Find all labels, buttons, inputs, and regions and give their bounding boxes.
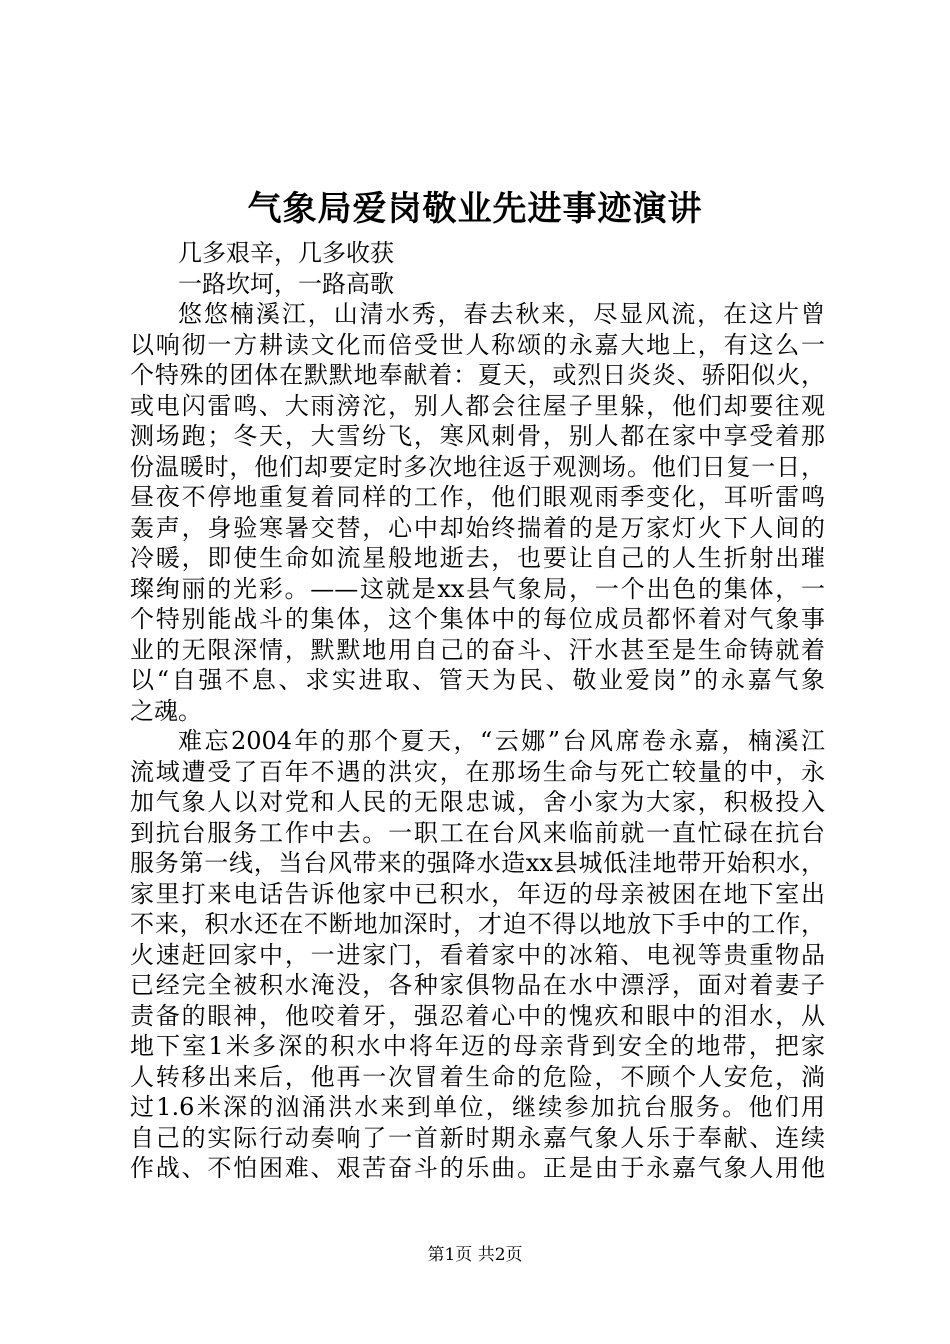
text-line: 份温暖时，他们却要定时多次地往返于观测场。他们日复一日， <box>130 452 825 481</box>
text-line: 璨绚丽的光彩。——这就是xx县气象局，一个出色的集体，一 <box>130 574 825 603</box>
text-line: 自己的实际行动奏响了一首新时期永嘉气象人乐于奉献、连续 <box>130 1123 825 1152</box>
text-line: 悠悠楠溪江，山清水秀，春去秋来，尽显风流，在这片曾 <box>178 300 825 328</box>
text-line: 地下室1米多深的积水中将年迈的母亲背到安全的地带，把家 <box>130 1032 825 1060</box>
text-line: 个特别能战斗的集体，这个集体中的每位成员都怀着对气象事 <box>130 605 825 633</box>
text-line: 服务第一线，当台风带来的强降水造xx县城低洼地带开始积水， <box>130 849 825 877</box>
text-line: 火速赶回家中，一进家门，看着家中的冰箱、电视等贵重物品 <box>130 940 825 969</box>
text-line: 冷暖，即使生命如流星般地逝去，也要让自己的人生折射出璀 <box>130 544 825 572</box>
text-line: 人转移出来后，他再一次冒着生命的危险，不顾个人安危，淌 <box>130 1062 825 1091</box>
text-line: 之魂。 <box>130 696 202 725</box>
page-footer: 第1页 共2页 <box>427 1245 523 1265</box>
text-line: 一路坎坷，一路高歌 <box>178 269 394 298</box>
text-line: 到抗台服务工作中去。一职工在台风来临前就一直忙碌在抗台 <box>130 818 825 847</box>
text-line: 以响彻一方耕读文化而倍受世人称颂的永嘉大地上，有这么一 <box>130 330 825 359</box>
text-line: 加气象人以对党和人民的无限忠诚，舍小家为大家，积极投入 <box>130 788 825 816</box>
text-line: 责备的眼神，他咬着牙，强忍着心中的愧疚和眼中的泪水，从 <box>130 1001 825 1030</box>
text-line: 昼夜不停地重复着同样的工作，他们眼观雨季变化，耳听雷鸣 <box>130 483 825 511</box>
text-line: 过1.6米深的汹涌洪水来到单位，继续参加抗台服务。他们用 <box>130 1093 825 1121</box>
text-line: 难忘2004年的那个夏天，“云娜”台风席卷永嘉，楠溪江 <box>178 727 825 755</box>
text-line: 不来，积水还在不断地加深时，才迫不得以地放下手中的工作， <box>130 910 825 938</box>
text-line: 业的无限深情，默默地用自己的奋斗、汗水甚至是生命铸就着 <box>130 635 825 664</box>
text-line: 以“自强不息、求实进取、管天为民、敬业爱岗”的永嘉气象 <box>130 666 825 694</box>
text-line: 或电闪雷鸣、大雨滂沱，别人都会往屋子里躲，他们却要往观 <box>130 391 825 420</box>
text-line: 个特殊的团体在默默地奉献着：夏天，或烈日炎炎、骄阳似火， <box>130 361 825 389</box>
document-body <box>130 238 825 1184</box>
text-line: 作战、不怕困难、艰苦奋斗的乐曲。正是由于永嘉气象人用他 <box>130 1154 825 1182</box>
document-title: 气象局爱岗敬业先进事迹演讲 <box>247 189 703 229</box>
text-line: 轰声，身验寒暑交替，心中却始终揣着的是万家灯火下人间的 <box>130 513 825 542</box>
text-line: 家里打来电话告诉他家中已积水，年迈的母亲被困在地下室出 <box>130 879 825 908</box>
text-line: 几多艰辛，几多收获 <box>178 239 394 267</box>
text-line: 已经完全被积水淹没，各种家俱物品在水中漂浮，面对着妻子 <box>130 971 825 999</box>
text-line: 流域遭受了百年不遇的洪灾，在那场生命与死亡较量的中，永 <box>130 757 825 786</box>
text-line: 测场跑；冬天，大雪纷飞，寒风刺骨，别人都在家中享受着那 <box>130 422 825 450</box>
